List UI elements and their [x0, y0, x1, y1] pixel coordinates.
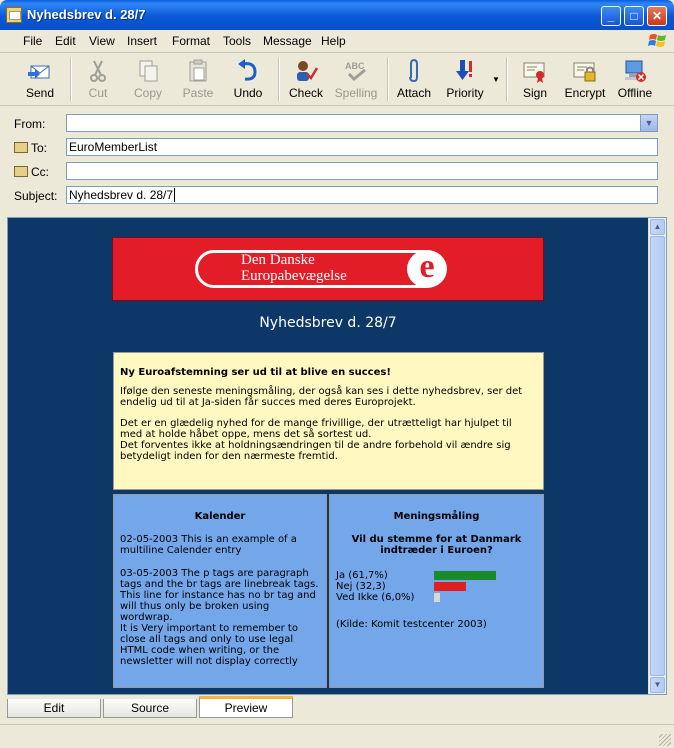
tab-edit[interactable]: Edit	[7, 699, 101, 718]
window-title: Nyhedsbrev d. 28/7	[27, 7, 146, 22]
toolbar-separator	[506, 57, 508, 101]
undo-button[interactable]: Undo	[227, 55, 269, 103]
message-body[interactable]	[7, 217, 667, 695]
vertical-scrollbar[interactable]	[648, 218, 666, 694]
address-book-icon	[14, 166, 28, 177]
calendar-box	[113, 494, 327, 688]
cc-button[interactable]	[14, 165, 49, 179]
lock-icon	[572, 58, 598, 84]
menu-view[interactable]: View	[89, 34, 115, 48]
article-paragraph: Ifølge den seneste meningsmåling, der også kan ses i dette nyhedsbrev, ser det endelig ud til at Ja-siden får succes med deres Europrojekt.	[120, 386, 523, 408]
toolbar-separator	[70, 57, 72, 101]
to-field[interactable]	[66, 138, 658, 156]
to-label: To:	[31, 141, 48, 155]
chevron-down-icon[interactable]: ▼	[640, 115, 657, 131]
newsletter-title: Nyhedsbrev d. 28/7	[259, 315, 397, 331]
poll-option-label: Nej (32,3)	[336, 581, 386, 592]
svg-text:ABC: ABC	[345, 61, 365, 71]
tab-source[interactable]: Source	[103, 699, 197, 718]
menu-format[interactable]: Format	[172, 34, 211, 48]
scroll-down-button[interactable]: ▼	[650, 677, 665, 693]
encrypt-button[interactable]: Encrypt	[562, 55, 608, 103]
calendar-entry: It is Very important to remember to close all tags and only to use legal HTML code when writing, or the newsletter will not display correctly	[120, 623, 298, 667]
poll-row	[336, 581, 537, 592]
toolbar-separator	[387, 57, 389, 101]
cc-label: Cc:	[31, 165, 49, 179]
scissors-icon	[85, 58, 111, 84]
subject-field[interactable]	[66, 186, 658, 204]
poll-title: Meningsmåling	[393, 511, 480, 522]
poll-option-label: Ved Ikke (6,0%)	[336, 592, 415, 603]
text-cursor	[174, 188, 175, 202]
check-names-button[interactable]: Check	[285, 55, 327, 103]
minimize-button[interactable]: _	[601, 6, 621, 26]
clipboard-icon	[185, 58, 211, 84]
to-button[interactable]	[14, 141, 47, 155]
article-paragraph: Det forventes ikke at holdningsændringen til de andre forbehold vil ændre sig betydeligt inden for den nærmeste fremtid.	[120, 440, 511, 462]
menu-message[interactable]: Message	[263, 34, 312, 48]
logo-text	[241, 252, 347, 284]
toolbar-separator	[278, 57, 280, 101]
article-headline: Ny Euroafstemning ser ud til at blive en succes!	[120, 367, 391, 378]
menu-edit[interactable]: Edit	[55, 34, 76, 48]
title-bar[interactable]	[0, 0, 674, 30]
check-names-icon	[293, 58, 319, 84]
subject-value: Nyhedsbrev d. 28/7	[69, 188, 174, 202]
menu-tools[interactable]: Tools	[223, 34, 252, 48]
poll-row	[336, 570, 537, 581]
close-button[interactable]: ✕	[647, 6, 667, 26]
attach-button[interactable]: Attach	[394, 55, 434, 103]
poll-bar	[434, 593, 440, 602]
from-select[interactable]	[66, 114, 658, 132]
offline-icon	[622, 58, 648, 84]
poll-option-label: Ja (61,7%)	[336, 570, 388, 581]
view-tabs	[0, 696, 674, 720]
send-button[interactable]: Send	[18, 55, 62, 103]
from-label: From:	[14, 117, 46, 131]
scroll-up-button[interactable]: ▲	[650, 219, 665, 235]
menu-bar	[0, 30, 674, 53]
poll-row	[336, 592, 537, 603]
logo-line2: Europabevægelse	[241, 268, 347, 284]
toolbar	[0, 53, 674, 106]
poll-question: Vil du stemme for at Danmark indtræder i Euroen?	[351, 534, 522, 556]
scroll-thumb[interactable]	[650, 236, 665, 676]
logo-line1: Den Danske	[241, 252, 315, 268]
windows-flag-icon	[648, 31, 668, 49]
poll-box	[329, 494, 544, 688]
status-bar	[0, 724, 674, 748]
article-paragraph: Det er en glædelig nyhed for de mange frivillige, der utrætteligt har hjulpet til med at holde håbet oppe, mens det så sortest ud.	[120, 418, 512, 440]
sign-button[interactable]: Sign	[516, 55, 554, 103]
calendar-title: Kalender	[194, 511, 246, 522]
poll-bar	[434, 571, 496, 580]
cut-button[interactable]: Cut	[78, 55, 118, 103]
to-value: EuroMemberList	[69, 140, 158, 154]
subject-label: Subject:	[14, 189, 58, 203]
certificate-icon	[522, 58, 548, 84]
calendar-entry: 03-05-2003 The p tags are paragraph tags and the br tags are linebreak tags. This line for instance has no br tag and will thus only be broken using wordwrap.	[120, 568, 319, 623]
tab-preview[interactable]: Preview	[199, 696, 293, 718]
poll-source: (Kilde: Komit testcenter 2003)	[336, 619, 487, 630]
logo-e-mark: e	[407, 250, 447, 288]
calendar-entry: 02-05-2003 This is an example of a multiline Calender entry	[120, 534, 297, 556]
spelling-icon	[343, 58, 369, 84]
offline-button[interactable]: Offline	[614, 55, 656, 103]
menu-file[interactable]: File	[23, 34, 43, 48]
priority-button[interactable]: Priority	[444, 55, 486, 103]
menu-insert[interactable]: Insert	[127, 34, 158, 48]
menu-help[interactable]: Help	[321, 34, 346, 48]
send-icon	[27, 58, 53, 84]
resize-grip[interactable]	[659, 734, 671, 746]
priority-dropdown-icon[interactable]: ▼	[492, 75, 500, 84]
poll-bar	[434, 582, 466, 591]
maximize-button[interactable]: □	[624, 6, 644, 26]
copy-icon	[135, 58, 161, 84]
copy-button[interactable]: Copy	[127, 55, 169, 103]
undo-icon	[235, 58, 261, 84]
priority-icon	[452, 58, 478, 84]
address-book-icon	[14, 142, 28, 153]
cc-field[interactable]	[66, 162, 658, 180]
paste-button[interactable]: Paste	[176, 55, 220, 103]
logo-banner	[112, 237, 544, 301]
paperclip-icon	[401, 58, 427, 84]
main-article	[113, 352, 544, 490]
spelling-button[interactable]: ABC Spelling	[332, 55, 380, 103]
envelope-icon	[6, 7, 22, 23]
